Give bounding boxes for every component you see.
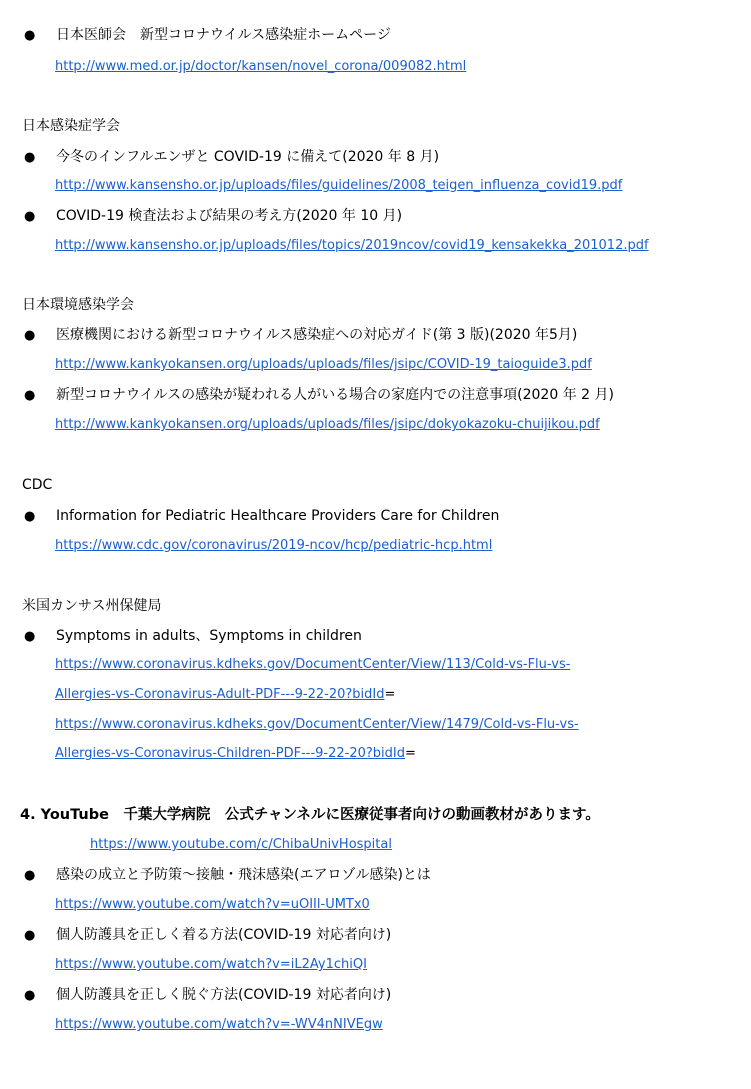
item-title: Information for Pediatric Healthcare Providers Care for Children (56, 508, 500, 524)
item-title: 感染の成立と予防策～接触・飛沫感染(エアロゾル感染)とは (56, 867, 431, 883)
item-title: 医療機関における新型コロナウイルス感染症への対応ガイド(第 3 版)(2020 年5月) (56, 327, 578, 343)
item-link[interactable]: https://www.cdc.gov/coronavirus/2019-ncov/hcp/pediatric-hcp.html (55, 538, 493, 553)
item-title: 日本医師会 新型コロナウイルス感染症ホームページ (56, 27, 391, 43)
section-heading: CDC (22, 477, 53, 493)
section-heading: 日本感染症学会 (22, 118, 120, 134)
item-title: COVID-19 検査法および結果の考え方(2020 年 10 月) (56, 208, 403, 224)
list-item (24, 386, 614, 405)
link-line (55, 745, 416, 763)
link-line (55, 537, 492, 555)
list-item (24, 866, 431, 885)
item-link[interactable]: http://www.kansensho.or.jp/uploads/files/topics/2019ncov/covid19_kensakekka_201012.pdf (55, 238, 649, 253)
bullet-icon: ● (24, 28, 36, 43)
link-line (55, 356, 592, 374)
bullet-icon: ● (24, 928, 36, 943)
item-title: 個人防護具を正しく着る方法(COVID-19 対応者向け) (56, 927, 392, 943)
bullet-icon: ● (24, 388, 36, 403)
channel-link[interactable]: https://www.youtube.com/c/ChibaUnivHospital (90, 837, 392, 852)
item-link[interactable]: http://www.kansensho.or.jp/uploads/files/guidelines/2008_teigen_influenza_covid19.pdf (55, 178, 623, 193)
bullet-icon: ● (24, 209, 36, 224)
section-heading: 日本環境感染学会 (22, 297, 134, 313)
link-line (55, 1016, 383, 1034)
link-line (55, 58, 466, 76)
item-link[interactable]: http://www.kankyokansen.org/uploads/uploads/files/jsipc/COVID-19_taioguide3.pdf (55, 357, 592, 372)
list-item (24, 148, 439, 167)
item-link[interactable]: https://www.coronavirus.kdheks.gov/DocumentCenter/View/113/Cold-vs-Flu-vs- (55, 657, 571, 672)
list-item (24, 207, 402, 226)
item-link[interactable]: Allergies-vs-Coronavirus-Children-PDF---9-22-20?bidId (55, 746, 405, 761)
bullet-icon: ● (24, 988, 36, 1003)
item-title: 個人防護具を正しく脱ぐ方法(COVID-19 対応者向け) (56, 987, 392, 1003)
item-title: 今冬のインフルエンザと COVID-19 に備えて(2020 年 8 月) (56, 149, 440, 165)
link-line (55, 686, 395, 704)
link-line (55, 237, 649, 255)
item-title: Symptoms in adults、Symptoms in children (56, 628, 362, 644)
bullet-icon: ● (24, 509, 36, 524)
link-suffix: = (404, 746, 416, 761)
link-line (55, 716, 579, 734)
bullet-icon: ● (24, 150, 36, 165)
item-link[interactable]: https://www.coronavirus.kdheks.gov/DocumentCenter/View/1479/Cold-vs-Flu-vs- (55, 717, 579, 732)
item-title: 新型コロナウイルスの感染が疑われる人がいる場合の家庭内での注意事項(2020 年 2 月) (56, 387, 614, 403)
link-line (55, 896, 370, 914)
youtube-section-title: 4. YouTube 千葉大学病院 公式チャンネルに医療従事者向けの動画教材があります。 (20, 807, 600, 823)
section-heading: 米国カンサス州保健局 (22, 598, 162, 614)
bullet-icon: ● (24, 868, 36, 883)
link-line (55, 177, 622, 195)
list-item (24, 986, 391, 1005)
link-line (90, 836, 392, 854)
item-link[interactable]: http://www.kankyokansen.org/uploads/uploads/files/jsipc/dokyokazoku-chuijikou.pdf (55, 417, 600, 432)
list-item (24, 326, 577, 345)
list-item (24, 926, 391, 945)
link-line (55, 656, 570, 674)
bullet-icon: ● (24, 328, 36, 343)
item-link[interactable]: Allergies-vs-Coronavirus-Adult-PDF---9-22-20?bidId (55, 687, 385, 702)
list-item (24, 507, 499, 526)
list-item (24, 627, 362, 646)
link-line (55, 416, 600, 434)
bullet-icon: ● (24, 629, 36, 644)
item-link[interactable]: http://www.med.or.jp/doctor/kansen/novel_corona/009082.html (55, 59, 467, 74)
video-link[interactable]: https://www.youtube.com/watch?v=uOIIl-UMTx0 (55, 897, 370, 912)
video-link[interactable]: https://www.youtube.com/watch?v=-WV4nNIVEgw (55, 1017, 383, 1032)
link-line (55, 956, 367, 974)
video-link[interactable]: https://www.youtube.com/watch?v=iL2Ay1chiQI (55, 957, 367, 972)
list-item (24, 26, 391, 45)
link-suffix: = (384, 687, 396, 702)
